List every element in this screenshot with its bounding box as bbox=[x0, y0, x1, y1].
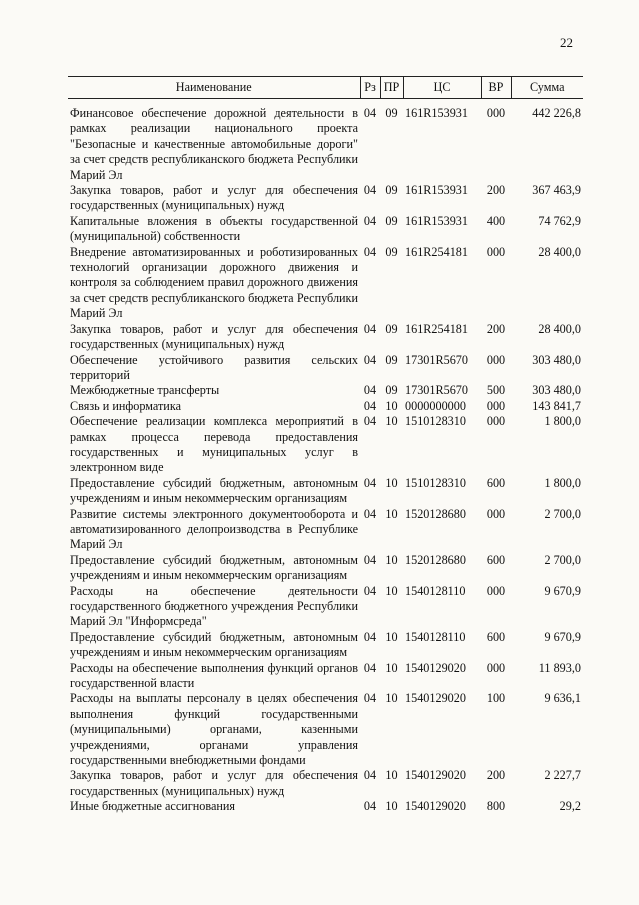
row-cs: 161R153931 bbox=[405, 213, 468, 228]
row-sum: 1 800,0 bbox=[544, 414, 581, 429]
row-cs: 17301R5670 bbox=[405, 352, 468, 367]
row-vr: 600 bbox=[486, 552, 506, 567]
row-pr: 10 bbox=[385, 799, 398, 814]
row-cs: 1520128680 bbox=[405, 552, 466, 567]
row-sum: 29,2 bbox=[559, 799, 581, 814]
row-vr: 000 bbox=[486, 244, 506, 259]
row-vr: 800 bbox=[486, 799, 506, 814]
row-pr: 10 bbox=[385, 506, 398, 521]
row-vr: 200 bbox=[486, 183, 506, 198]
row-name: Предоставление субсидий бюджетным, автономным учреждениям и иным некоммерческим организациям bbox=[70, 552, 358, 583]
row-name: Обеспечение устойчивого развития сельских территорий bbox=[70, 352, 358, 382]
row-rz: 04 bbox=[363, 506, 377, 521]
row-name: Капитальные вложения в объекты государственной (муниципальной) собственности bbox=[70, 213, 358, 244]
table-row bbox=[68, 183, 583, 214]
table-row bbox=[68, 399, 583, 414]
row-rz: 04 bbox=[363, 321, 377, 336]
row-rz: 04 bbox=[363, 475, 377, 490]
row-vr: 000 bbox=[486, 506, 506, 521]
row-name: Закупка товаров, работ и услуг для обеспечения государственных (муниципальных) нужд bbox=[70, 321, 358, 352]
row-cs: 161R254181 bbox=[405, 244, 468, 259]
header-rz: Рз bbox=[360, 77, 380, 99]
row-cs: 1540129020 bbox=[405, 691, 466, 706]
row-name: Закупка товаров, работ и услуг для обеспечения государственных (муниципальных) нужд bbox=[70, 768, 358, 798]
header-vr: ВР bbox=[481, 77, 511, 99]
header-sum: Сумма bbox=[511, 77, 583, 99]
row-rz: 04 bbox=[363, 660, 377, 675]
row-sum: 2 700,0 bbox=[544, 506, 581, 521]
row-pr: 10 bbox=[385, 691, 398, 706]
table-row bbox=[68, 99, 583, 184]
table-row bbox=[68, 414, 583, 476]
row-pr: 10 bbox=[385, 398, 398, 413]
row-rz: 04 bbox=[363, 583, 377, 598]
row-pr: 10 bbox=[385, 768, 398, 783]
row-rz: 04 bbox=[363, 768, 377, 783]
row-sum: 442 226,8 bbox=[532, 106, 581, 120]
row-pr: 09 bbox=[385, 183, 398, 198]
table-row bbox=[68, 768, 583, 799]
header-pr: ПР bbox=[380, 77, 403, 99]
row-name: Расходы на выплаты персоналу в целях обеспечения выполнения функций государственными (муниципальными) органами, казенными учреждениями, органами управления государственными внебюджетными фондами bbox=[70, 691, 358, 768]
row-pr: 09 bbox=[385, 352, 398, 367]
row-vr: 100 bbox=[486, 691, 506, 706]
table-row bbox=[68, 661, 583, 692]
row-pr: 09 bbox=[385, 244, 398, 259]
table-row bbox=[68, 245, 583, 322]
header-cs: ЦС bbox=[403, 77, 481, 99]
row-sum: 74 762,9 bbox=[538, 213, 581, 228]
row-cs: 161R153931 bbox=[405, 183, 468, 198]
table-row bbox=[68, 322, 583, 353]
table-row bbox=[68, 691, 583, 768]
row-vr: 000 bbox=[486, 414, 506, 429]
row-name: Межбюджетные трансферты bbox=[70, 383, 220, 398]
row-sum: 1 800,0 bbox=[544, 475, 581, 490]
row-pr: 09 bbox=[385, 106, 398, 120]
row-name: Расходы на обеспечение выполнения функций органов государственной власти bbox=[70, 660, 358, 691]
row-rz: 04 bbox=[363, 691, 377, 706]
row-sum: 28 400,0 bbox=[538, 244, 581, 259]
row-rz: 04 bbox=[363, 799, 377, 814]
row-vr: 000 bbox=[486, 660, 506, 675]
row-sum: 9 670,9 bbox=[544, 629, 581, 644]
page-number: 22 bbox=[560, 35, 573, 50]
table-header-row bbox=[68, 77, 583, 99]
row-cs: 161R254181 bbox=[405, 321, 468, 336]
row-cs: 1540129020 bbox=[405, 799, 466, 814]
row-rz: 04 bbox=[363, 352, 377, 367]
row-vr: 400 bbox=[486, 213, 506, 228]
row-pr: 10 bbox=[385, 475, 398, 490]
row-pr: 09 bbox=[385, 383, 398, 398]
row-cs: 17301R5670 bbox=[405, 383, 468, 398]
table-row bbox=[68, 507, 583, 553]
row-rz: 04 bbox=[363, 629, 377, 644]
table-body bbox=[68, 99, 583, 815]
table-row bbox=[68, 799, 583, 814]
row-rz: 04 bbox=[363, 552, 377, 567]
row-name: Предоставление субсидий бюджетным, автономным учреждениям и иным некоммерческим организациям bbox=[70, 629, 358, 660]
budget-table bbox=[68, 76, 583, 815]
row-vr: 000 bbox=[486, 106, 506, 120]
row-pr: 10 bbox=[385, 583, 398, 598]
row-pr: 09 bbox=[385, 321, 398, 336]
table-row bbox=[68, 584, 583, 630]
row-vr: 000 bbox=[486, 398, 506, 413]
row-cs: 1540128110 bbox=[405, 583, 466, 598]
row-pr: 10 bbox=[385, 629, 398, 644]
row-sum: 303 480,0 bbox=[532, 383, 581, 398]
row-rz: 04 bbox=[363, 183, 377, 198]
row-name: Связь и информатика bbox=[70, 398, 181, 413]
row-sum: 2 227,7 bbox=[544, 768, 581, 783]
row-rz: 04 bbox=[363, 383, 377, 398]
row-vr: 200 bbox=[486, 321, 506, 336]
row-vr: 600 bbox=[486, 475, 506, 490]
row-rz: 04 bbox=[363, 414, 377, 429]
row-name: Расходы на обеспечение деятельности государственного бюджетного учреждения Республики Марий Эл "Информсреда" bbox=[70, 583, 358, 629]
table-row bbox=[68, 353, 583, 384]
row-name: Внедрение автоматизированных и роботизированных технологий организации дорожного движения и контроля за соблюдением правил дорожного движения за счет средств республиканского бюджета Республики Марий Эл bbox=[70, 244, 358, 321]
row-sum: 11 893,0 bbox=[538, 660, 581, 675]
row-rz: 04 bbox=[363, 398, 377, 413]
table-row bbox=[68, 476, 583, 507]
row-sum: 28 400,0 bbox=[538, 321, 581, 336]
row-vr: 500 bbox=[486, 383, 506, 398]
table-row bbox=[68, 553, 583, 584]
row-cs: 1540129020 bbox=[405, 768, 466, 783]
row-cs: 1520128680 bbox=[405, 506, 466, 521]
row-pr: 10 bbox=[385, 414, 398, 429]
row-sum: 9 670,9 bbox=[544, 583, 581, 598]
row-vr: 000 bbox=[486, 352, 506, 367]
row-sum: 9 636,1 bbox=[544, 691, 581, 706]
row-pr: 10 bbox=[385, 552, 398, 567]
row-vr: 200 bbox=[486, 768, 506, 783]
row-name: Закупка товаров, работ и услуг для обеспечения государственных (муниципальных) нужд bbox=[70, 183, 358, 213]
table-row bbox=[68, 383, 583, 398]
row-pr: 10 bbox=[385, 660, 398, 675]
row-name: Развитие системы электронного документооборота и автоматизированного делопроизводства в Республике Марий Эл bbox=[70, 506, 358, 552]
row-cs: 1540129020 bbox=[405, 660, 466, 675]
row-sum: 367 463,9 bbox=[532, 183, 581, 198]
header-name: Наименование bbox=[68, 77, 360, 99]
table-row bbox=[68, 214, 583, 245]
row-name: Финансовое обеспечение дорожной деятельности в рамках реализации национального проекта "Безопасные и качественные автомобильные дороги" за счет средств республиканского бюджета Республики Марий Эл bbox=[70, 106, 358, 182]
table-row bbox=[68, 630, 583, 661]
row-cs: 1510128310 bbox=[405, 414, 466, 429]
row-name: Обеспечение реализации комплекса мероприятий в рамках процесса перевода предоставления государственных и муниципальных услуг в электронном виде bbox=[70, 414, 358, 475]
row-cs: 1510128310 bbox=[405, 475, 466, 490]
row-cs: 161R153931 bbox=[405, 106, 468, 120]
row-rz: 04 bbox=[363, 106, 377, 120]
row-name: Предоставление субсидий бюджетным, автономным учреждениям и иным некоммерческим организациям bbox=[70, 475, 358, 506]
row-sum: 143 841,7 bbox=[532, 398, 581, 413]
row-cs: 0000000000 bbox=[405, 398, 466, 413]
row-vr: 600 bbox=[486, 629, 506, 644]
row-rz: 04 bbox=[363, 213, 377, 228]
row-rz: 04 bbox=[363, 244, 377, 259]
row-sum: 303 480,0 bbox=[532, 352, 581, 367]
row-name: Иные бюджетные ассигнования bbox=[70, 799, 236, 814]
row-vr: 000 bbox=[486, 583, 506, 598]
row-sum: 2 700,0 bbox=[544, 552, 581, 567]
row-pr: 09 bbox=[385, 213, 398, 228]
row-cs: 1540128110 bbox=[405, 629, 466, 644]
